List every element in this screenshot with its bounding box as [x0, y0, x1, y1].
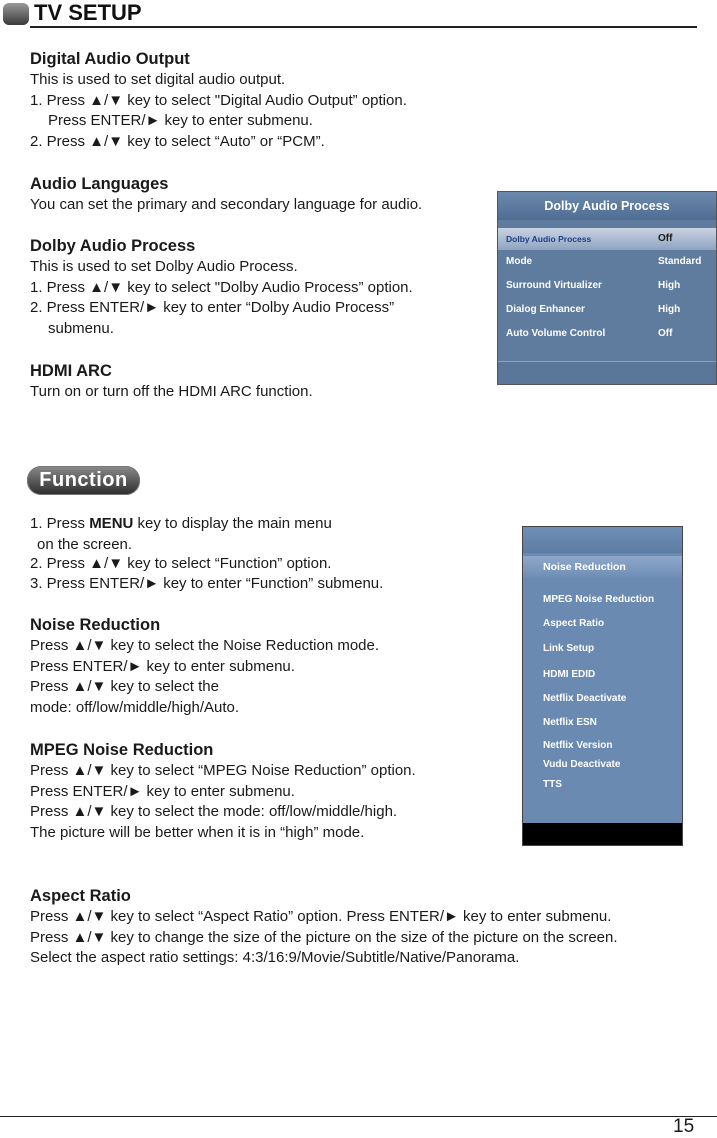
function-menu-selected: [523, 556, 682, 578]
page-title: TV SETUP: [34, 0, 142, 25]
function-menu-item: Netflix Version: [543, 740, 613, 751]
dolby-menu-row: [498, 323, 716, 345]
function-menu-item: Netflix ESN: [543, 717, 597, 728]
row-label: Auto Volume Control: [506, 328, 606, 339]
text-fragment: 1. Press: [30, 515, 90, 532]
text-line: Press ENTER/► key to enter submenu.: [30, 657, 295, 675]
text-line: This is used to set digital audio output.: [30, 71, 286, 88]
section-title: HDMI ARC: [30, 362, 112, 380]
text-fragment: key to display the main menu: [133, 515, 332, 532]
text-line: Select the aspect ratio settings: 4:3/16:9/Movie/Subtitle/Native/Panorama.: [30, 949, 520, 966]
section-title: Audio Languages: [30, 175, 169, 193]
section-noise-reduction: [30, 615, 379, 718]
section-title: Noise Reduction: [30, 616, 161, 634]
selected-label: Noise Reduction: [543, 561, 626, 573]
section-title: MPEG Noise Reduction: [30, 741, 214, 759]
text-line: Press ENTER/► key to enter submenu.: [30, 782, 295, 800]
text-line: Press ▲/▼ key to select the mode: off/low/middle/high.: [30, 803, 398, 820]
dolby-menu-footer: [498, 361, 716, 384]
text-line: 3. Press ENTER/► key to enter “Function” submenu.: [30, 575, 384, 592]
page-number: 15: [673, 1116, 695, 1137]
function-badge: Function: [27, 466, 140, 495]
text-line: [30, 514, 383, 535]
text-line: Press ENTER/► key to enter submenu.: [48, 112, 313, 129]
row-label: Surround Virtualizer: [506, 280, 602, 291]
row-label: Dolby Audio Process: [506, 234, 592, 244]
section-dolby: [30, 236, 413, 339]
function-menu-item: HDMI EDID: [543, 669, 596, 680]
function-steps: [30, 514, 383, 595]
text-line: This is used to set Dolby Audio Process.: [30, 258, 298, 275]
text-line: Press ▲/▼ key to select “Aspect Ratio” option. Press ENTER/► key to enter submenu.: [30, 908, 612, 925]
section-audio-languages: [30, 174, 422, 216]
text-line: 1. Press ▲/▼ key to select "Dolby Audio Process” option.: [30, 278, 413, 296]
function-menu-item: Vudu Deactivate: [543, 759, 621, 770]
row-value: Standard: [658, 256, 702, 267]
dolby-menu-screenshot: [497, 191, 717, 385]
dolby-menu-title: Dolby Audio Process: [498, 192, 716, 220]
function-menu-item: Aspect Ratio: [543, 618, 605, 629]
row-value: Off: [658, 328, 673, 339]
row-value: Off: [658, 233, 673, 244]
dolby-menu-row: [498, 228, 716, 250]
text-line: mode: off/low/middle/high/Auto.: [30, 698, 240, 716]
text-line: 2. Press ▲/▼ key to select “Function” option.: [30, 554, 332, 572]
header-icon: [3, 3, 29, 25]
menu-key-label: MENU: [89, 515, 134, 532]
dolby-menu-row: [498, 299, 716, 321]
section-title: Digital Audio Output: [30, 50, 190, 68]
text-line: Press ▲/▼ key to select the: [30, 678, 219, 695]
function-menu-topbar: [523, 527, 682, 553]
function-menu-item: MPEG Noise Reduction: [543, 594, 655, 605]
text-line: 1. Press ▲/▼ key to select "Digital Audio Output” option.: [30, 91, 407, 109]
section-hdmi-arc: [30, 361, 313, 403]
text-line: 2. Press ENTER/► key to enter “Dolby Audio Process”: [30, 299, 395, 316]
function-menu-item: TTS: [543, 779, 562, 790]
text-line: The picture will be better when it is in “high” mode.: [30, 823, 365, 841]
row-value: High: [658, 304, 681, 315]
function-menu-bottom-bar: [523, 823, 682, 845]
dolby-menu-row: [498, 275, 716, 297]
dolby-menu-row: [498, 251, 716, 273]
function-menu-item: Link Setup: [543, 643, 595, 654]
text-line: You can set the primary and secondary language for audio.: [30, 196, 423, 213]
row-label: Dialog Enhancer: [506, 304, 585, 315]
section-mpeg-noise-reduction: [30, 740, 416, 843]
row-value: High: [658, 280, 681, 291]
footer-rule: [0, 1116, 717, 1117]
section-title: Dolby Audio Process: [30, 237, 196, 255]
text-line: 2. Press ▲/▼ key to select “Auto” or “PCM”.: [30, 132, 325, 150]
text-line: Press ▲/▼ key to change the size of the picture on the size of the picture on the screen.: [30, 928, 618, 946]
function-menu-screenshot: [522, 526, 683, 846]
section-aspect-ratio: [30, 886, 618, 969]
function-menu-item: Netflix Deactivate: [543, 693, 627, 704]
text-line: on the screen.: [37, 535, 133, 553]
section-title: Aspect Ratio: [30, 887, 131, 905]
text-line: submenu.: [48, 319, 114, 337]
header-rule: [30, 26, 697, 28]
section-digital-audio: [30, 49, 407, 152]
text-line: Press ▲/▼ key to select “MPEG Noise Reduction” option.: [30, 762, 416, 779]
text-line: Press ▲/▼ key to select the Noise Reduction mode.: [30, 637, 380, 654]
text-line: Turn on or turn off the HDMI ARC function.: [30, 383, 313, 400]
row-label: Mode: [506, 256, 533, 267]
